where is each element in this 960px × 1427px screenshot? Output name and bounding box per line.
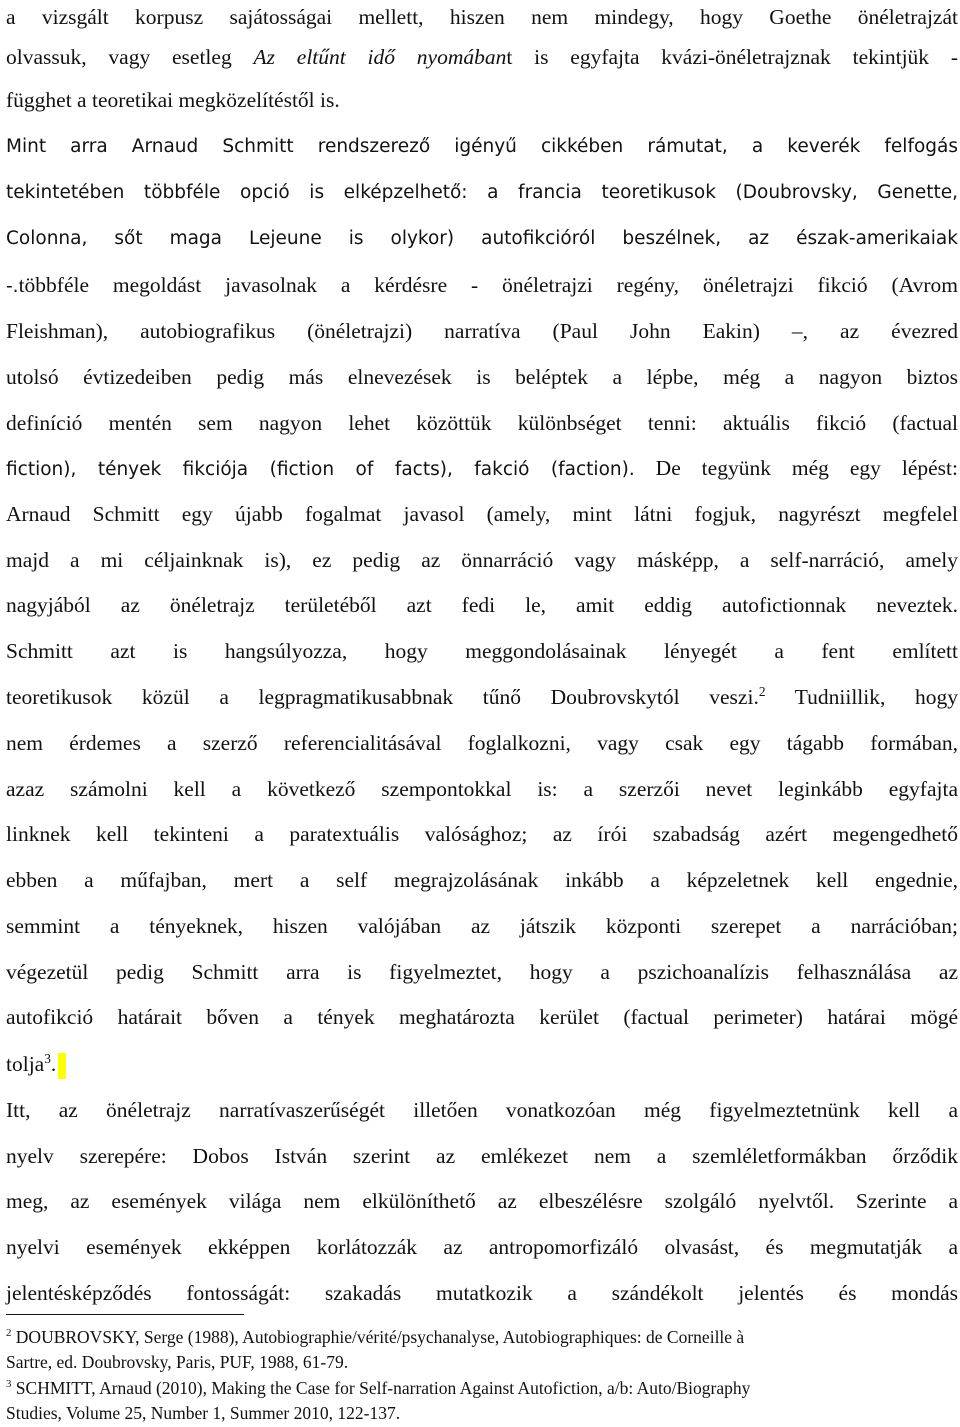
text-line: nem érdemes a szerző referencialitásával foglalkozni, vagy csak egy tágabb formában,	[6, 731, 958, 755]
text-highlight	[58, 1053, 66, 1079]
text-line: nagyjából az önéletrajz területéből azt fedi le, amit eddig autofictionnak neveztek.	[6, 593, 958, 617]
text-line: a vizsgált korpusz sajátosságai mellett, hiszen nem mindegy, hogy Goethe önéletrajzát	[6, 5, 958, 29]
text-line: autofikció határait bőven a tények meghatározta kerület (factual perimeter) határai mögé	[6, 1005, 958, 1029]
text-line: definíció mentén sem nagyon lehet közöttük különbséget tenni: aktuális fikció (factual	[6, 411, 958, 435]
footnote-ref[interactable]: 2	[758, 683, 766, 699]
text-line: Itt, az önéletrajz narratívaszerűségét illetően vonatkozóan még figyelmeztetnünk kell a	[6, 1098, 958, 1122]
text-line: nyelvi események ekképpen korlátozzák az antropomorfizáló olvasást, és megmutatják a	[6, 1235, 958, 1259]
text-line: Colonna, sőt maga Lejeune is olykor) autofikcióról beszélnek, az észak-amerikaiak	[6, 228, 958, 249]
text-line: jelentésképződés fontosságát: szakadás mutatkozik a szándékolt jelentés és mondás	[6, 1281, 958, 1305]
text-line: végezetül pedig Schmitt arra is figyelmeztet, hogy a pszichoanalízis felhasználása az	[6, 960, 958, 984]
text-line: Schmitt azt is hangsúlyozza, hogy meggondolásainak lényegét a fent említett	[6, 639, 958, 663]
text-line: azaz számolni kell a következő szempontokkal is: a szerzői nevet leginkább egyfajta	[6, 777, 958, 801]
text-line: olvassuk, vagy esetleg Az eltűnt idő nyomábant is egyfajta kvázi-önéletrajznak tekintjük -	[6, 45, 958, 69]
text-line: semmint a tényeknek, hiszen valójában az játszik központi szerepet a narrációban;	[6, 914, 958, 938]
footnote-separator	[6, 1314, 244, 1315]
footnote-continuation: Sartre, ed. Doubrovsky, Paris, PUF, 1988, 61-79.	[6, 1352, 349, 1372]
text-line: -.többféle megoldást javasolnak a kérdésre - önéletrajzi regény, önéletrajzi fikció (Avrom	[6, 273, 958, 297]
text-line: meg, az események világa nem elkülöníthető az elbeszélésre szolgáló nyelvtől. Szerinte a	[6, 1189, 958, 1213]
text-line: Mint arra Arnaud Schmitt rendszerező igényű cikkében rámutat, a keverék felfogás	[6, 136, 958, 157]
text-line: majd a mi céljainknak is), ez pedig az önnarráció vagy másképp, a self-narráció, amely	[6, 548, 958, 572]
text-line: Arnaud Schmitt egy újabb fogalmat javasol (amely, mint látni fogjuk, nagyrészt megfelel	[6, 502, 958, 526]
text-line: Fleishman), autobiografikus (önéletrajzi) narratíva (Paul John Eakin) –, az évezred	[6, 319, 958, 343]
text-line: tolja$^3$.	[6, 1041, 958, 1087]
footnote-continuation: Studies, Volume 25, Number 1, Summer 2010, 122-137.	[6, 1403, 401, 1423]
footnote-mark: 2	[6, 1327, 12, 1340]
footnote: $^2$ DOUBROVSKY, Serge (1988), Autobiographie/vérité/psychanalyse, Autobiographiques: de Corneille à	[6, 1327, 745, 1347]
text-line: utolsó évtizedeiben pedig más elnevezések is beléptek a lépbe, még a nagyon biztos	[6, 365, 958, 389]
text-line: fiction), tények fikciója (fiction of facts), fakció (faction). De tegyünk még egy lépést:	[6, 456, 958, 480]
text-line: nyelv szerepére: Dobos István szerint az emlékezet nem a szemléletformákban őrződik	[6, 1144, 958, 1168]
footnote-ref[interactable]: 3	[44, 1050, 51, 1066]
text-line: tekintetében többféle opció is elképzelhető: a francia teoretikusok (Doubrovsky, Genette,	[6, 182, 958, 203]
text-line: teoretikusok közül a legpragmatikusabbnak tűnő Doubrovskytól veszi.$^2$ Tudniillik, hogy	[6, 683, 959, 709]
footnote-mark: 3	[6, 1378, 12, 1391]
text-line: linknek kell tekinteni a paratextuális valósághoz; az írói szabadság azért megengedhető	[6, 822, 958, 846]
text-line: ebben a műfajban, mert a self megrajzolásának inkább a képzeletnek kell engednie,	[6, 868, 958, 892]
book-title: Az eltűnt idő nyomában	[253, 45, 507, 69]
footnote: $^3$ SCHMITT, Arnaud (2010), Making the Case for Self-narration Against Autofiction, a/b: Auto/Biography	[6, 1378, 751, 1398]
text-line: függhet a teoretikai megközelítéstől is.	[6, 88, 340, 112]
